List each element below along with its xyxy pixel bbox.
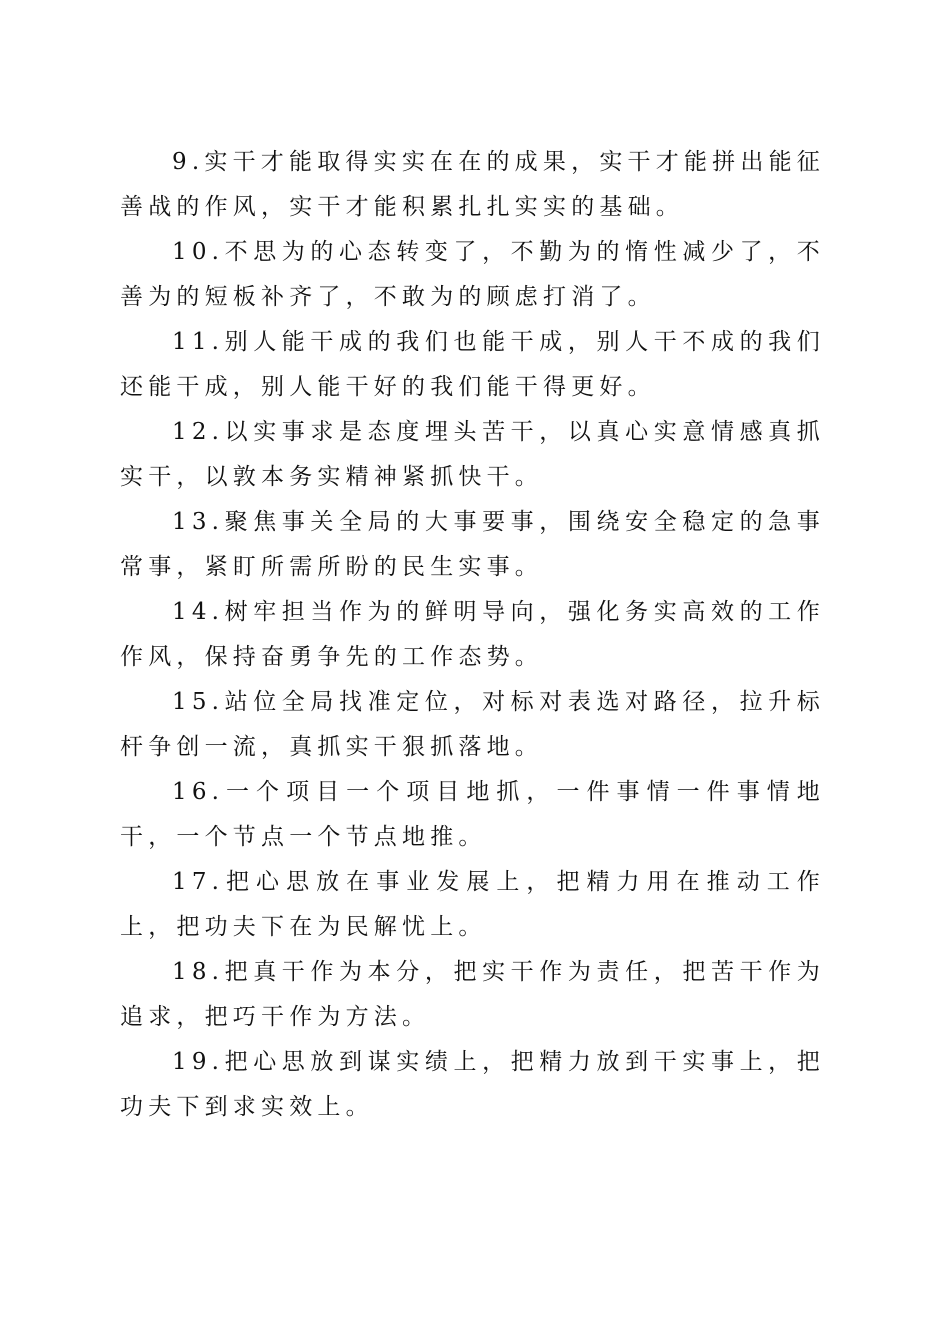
paragraph-10: 10.不思为的心态转变了，不勤为的惰性减少了，不善为的短板补齐了，不敢为的顾虑打消了。 <box>120 239 825 310</box>
paragraph-19: 19.把心思放到谋实绩上，把精力放到干实事上，把功夫下到求实效上。 <box>120 1049 825 1120</box>
paragraph-13: 13.聚焦事关全局的大事要事，围绕安全稳定的急事常事，紧盯所需所盼的民生实事。 <box>120 509 825 580</box>
paragraph-17: 17.把心思放在事业发展上，把精力用在推动工作上，把功夫下在为民解忧上。 <box>120 869 825 940</box>
paragraph-11: 11.别人能干成的我们也能干成，别人干不成的我们还能干成，别人能干好的我们能干得更好。 <box>120 329 825 400</box>
paragraph-18: 18.把真干作为本分，把实干作为责任，把苦干作为追求，把巧干作为方法。 <box>120 959 825 1030</box>
paragraph-9: 9.实干才能取得实实在在的成果，实干才能拼出能征善战的作风，实干才能积累扎扎实实的基础。 <box>120 149 825 220</box>
document-body <box>120 140 825 1130</box>
paragraph-14: 14.树牢担当作为的鲜明导向，强化务实高效的工作作风，保持奋勇争先的工作态势。 <box>120 599 825 670</box>
paragraph-16: 16.一个项目一个项目地抓，一件事情一件事情地干，一个节点一个节点地推。 <box>120 779 825 850</box>
paragraph-15: 15.站位全局找准定位，对标对表选对路径，拉升标杆争创一流，真抓实干狠抓落地。 <box>120 689 825 760</box>
paragraph-12: 12.以实事求是态度埋头苦干，以真心实意情感真抓实干，以敦本务实精神紧抓快干。 <box>120 419 825 490</box>
